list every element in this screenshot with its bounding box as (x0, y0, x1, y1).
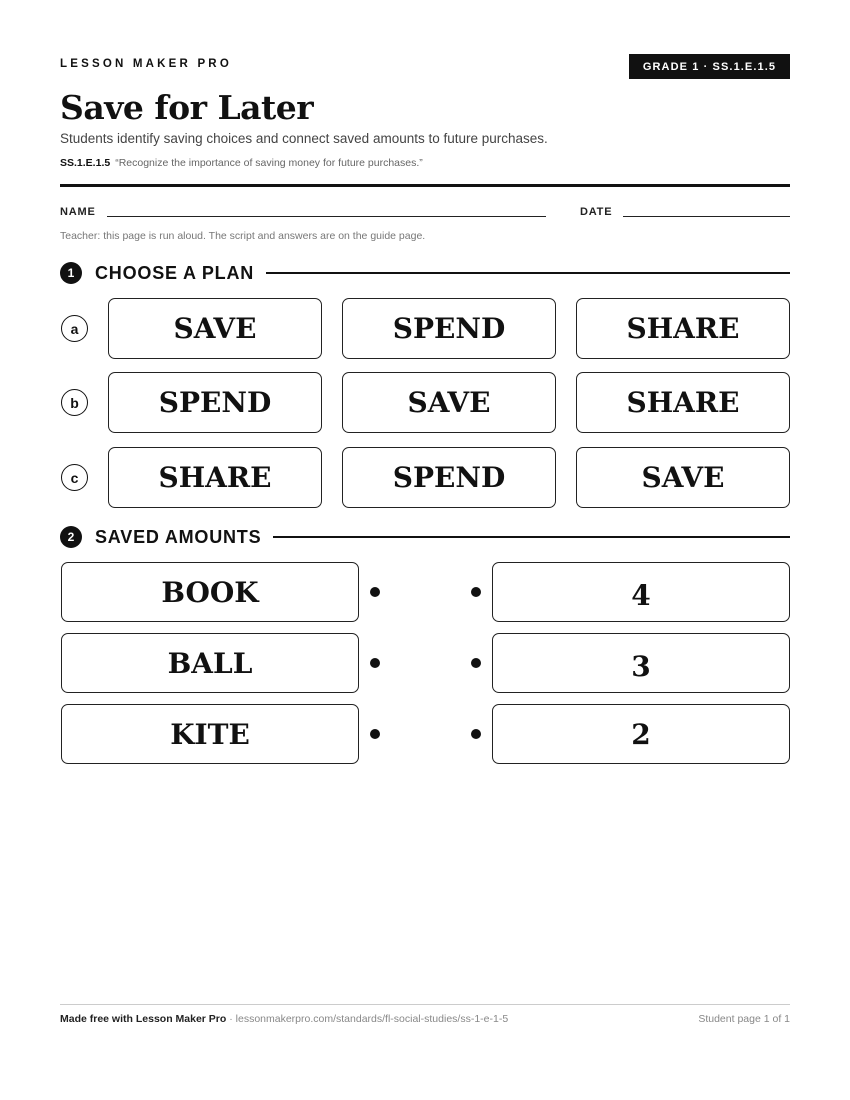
plan-option[interactable]: SAVE (342, 372, 556, 433)
match-dot-right[interactable] (471, 729, 481, 739)
amount-box[interactable]: 2 (492, 704, 790, 764)
plan-option[interactable]: SAVE (108, 298, 322, 359)
item-box-ball[interactable]: BALL (61, 633, 359, 693)
match-dot-left[interactable] (370, 729, 380, 739)
teacher-note: Teacher: this page is run aloud. The script and answers are on the guide page. (60, 230, 426, 242)
page-subtitle: Students identify saving choices and connect saved amounts to future purchases. (60, 131, 548, 146)
brand-name: LESSON MAKER PRO (60, 58, 232, 70)
item-box-kite[interactable]: KITE (61, 704, 359, 764)
section-number: 2 (60, 526, 82, 548)
footer-page-number: Student page 1 of 1 (698, 1013, 790, 1025)
section-saved-amounts-header (60, 526, 790, 548)
plan-option[interactable]: SHARE (576, 372, 790, 433)
row-letter-b: b (61, 389, 88, 416)
plan-option[interactable]: SHARE (108, 447, 322, 508)
page-title: Save for Later (60, 88, 314, 127)
section-title: CHOOSE A PLAN (95, 262, 255, 283)
amount-box[interactable]: 4 (492, 562, 790, 622)
match-dot-right[interactable] (471, 587, 481, 597)
section-number: 1 (60, 262, 82, 284)
match-dot-left[interactable] (370, 658, 380, 668)
amount-box[interactable]: 3 (492, 633, 790, 693)
section-title: SAVED AMOUNTS (95, 526, 262, 547)
match-dot-right[interactable] (471, 658, 481, 668)
match-dot-left[interactable] (370, 587, 380, 597)
plan-option[interactable]: SPEND (108, 372, 322, 433)
standard-text: “Recognize the importance of saving money for future purchases.” (115, 157, 423, 169)
name-label: NAME (60, 206, 96, 218)
header-divider (60, 184, 790, 187)
standard-line (60, 157, 423, 169)
name-field[interactable] (107, 216, 546, 217)
grade-standard-badge: GRADE 1 · SS.1.E.1.5 (629, 54, 790, 79)
date-field[interactable] (623, 216, 790, 217)
footer-credit (60, 1013, 508, 1025)
footer-url[interactable]: · lessonmakerpro.com/standards/fl-social-studies/ss-1-e-1-5 (229, 1013, 509, 1025)
plan-option[interactable]: SPEND (342, 447, 556, 508)
plan-option[interactable]: SHARE (576, 298, 790, 359)
footer-divider (60, 1004, 790, 1005)
row-letter-a: a (61, 315, 88, 342)
row-letter-c: c (61, 464, 88, 491)
date-label: DATE (580, 206, 613, 218)
plan-option[interactable]: SPEND (342, 298, 556, 359)
footer-made-with: Made free with Lesson Maker Pro (60, 1013, 227, 1025)
section-rule (266, 272, 790, 274)
item-box-book[interactable]: BOOK (61, 562, 359, 622)
section-rule (273, 536, 790, 538)
standard-code: SS.1.E.1.5 (60, 157, 111, 169)
section-choose-a-plan-header (60, 262, 790, 284)
plan-option[interactable]: SAVE (576, 447, 790, 508)
